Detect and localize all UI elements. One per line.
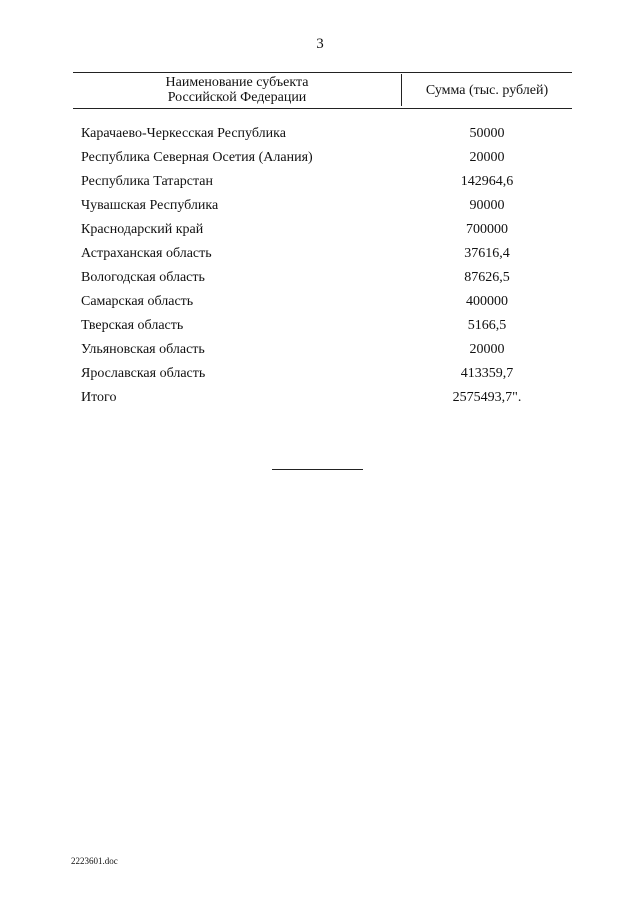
region-name: Астраханская область: [81, 246, 212, 261]
region-name: Республика Татарстан: [81, 174, 214, 189]
region-sum: 400000: [466, 294, 508, 309]
region-sum: 142964,6: [460, 174, 514, 189]
region-sum: 20000: [469, 342, 505, 357]
document-id: 2223601.doc: [71, 856, 118, 866]
region-sum: 50000: [469, 126, 505, 141]
region-name: Тверская область: [81, 318, 184, 333]
table-row: [0, 268, 640, 292]
table-row: [0, 316, 640, 340]
column-header-name-line2: Российской Федерации: [167, 90, 307, 105]
page-number: 3: [316, 36, 324, 52]
table-body: [0, 124, 640, 412]
table-row: [0, 220, 640, 244]
table-row-total: [0, 388, 640, 412]
column-header-sum: Сумма (тыс. рублей): [425, 83, 549, 98]
table-row: [0, 124, 640, 148]
total-sum: 2575493,7".: [452, 390, 522, 405]
region-name: Чувашская Республика: [81, 198, 219, 213]
region-name: Краснодарский край: [81, 222, 204, 237]
table-row: [0, 196, 640, 220]
table-header: [73, 72, 572, 109]
region-sum: 20000: [469, 150, 505, 165]
region-sum: 90000: [469, 198, 505, 213]
region-name: Ульяновская область: [81, 342, 205, 357]
region-sum: 37616,4: [464, 246, 510, 261]
column-header-name-line1: Наименование субъекта: [165, 75, 309, 90]
region-sum: 87626,5: [464, 270, 510, 285]
end-separator-line: [272, 469, 363, 470]
table-row: [0, 340, 640, 364]
region-name: Карачаево-Черкесская Республика: [81, 126, 286, 141]
table-row: [0, 244, 640, 268]
region-sum: 413359,7: [460, 366, 514, 381]
region-name: Ярославская область: [81, 366, 206, 381]
table-row: [0, 364, 640, 388]
region-name: Республика Северная Осетия (Алания): [81, 150, 313, 165]
table-row: [0, 148, 640, 172]
region-name: Вологодская область: [81, 270, 205, 285]
table-row: [0, 172, 640, 196]
region-name: Самарская область: [81, 294, 194, 309]
column-header-name: [73, 75, 401, 105]
region-sum: 700000: [466, 222, 508, 237]
region-sum: 5166,5: [467, 318, 507, 333]
table-row: [0, 292, 640, 316]
total-label: Итого: [81, 390, 117, 405]
